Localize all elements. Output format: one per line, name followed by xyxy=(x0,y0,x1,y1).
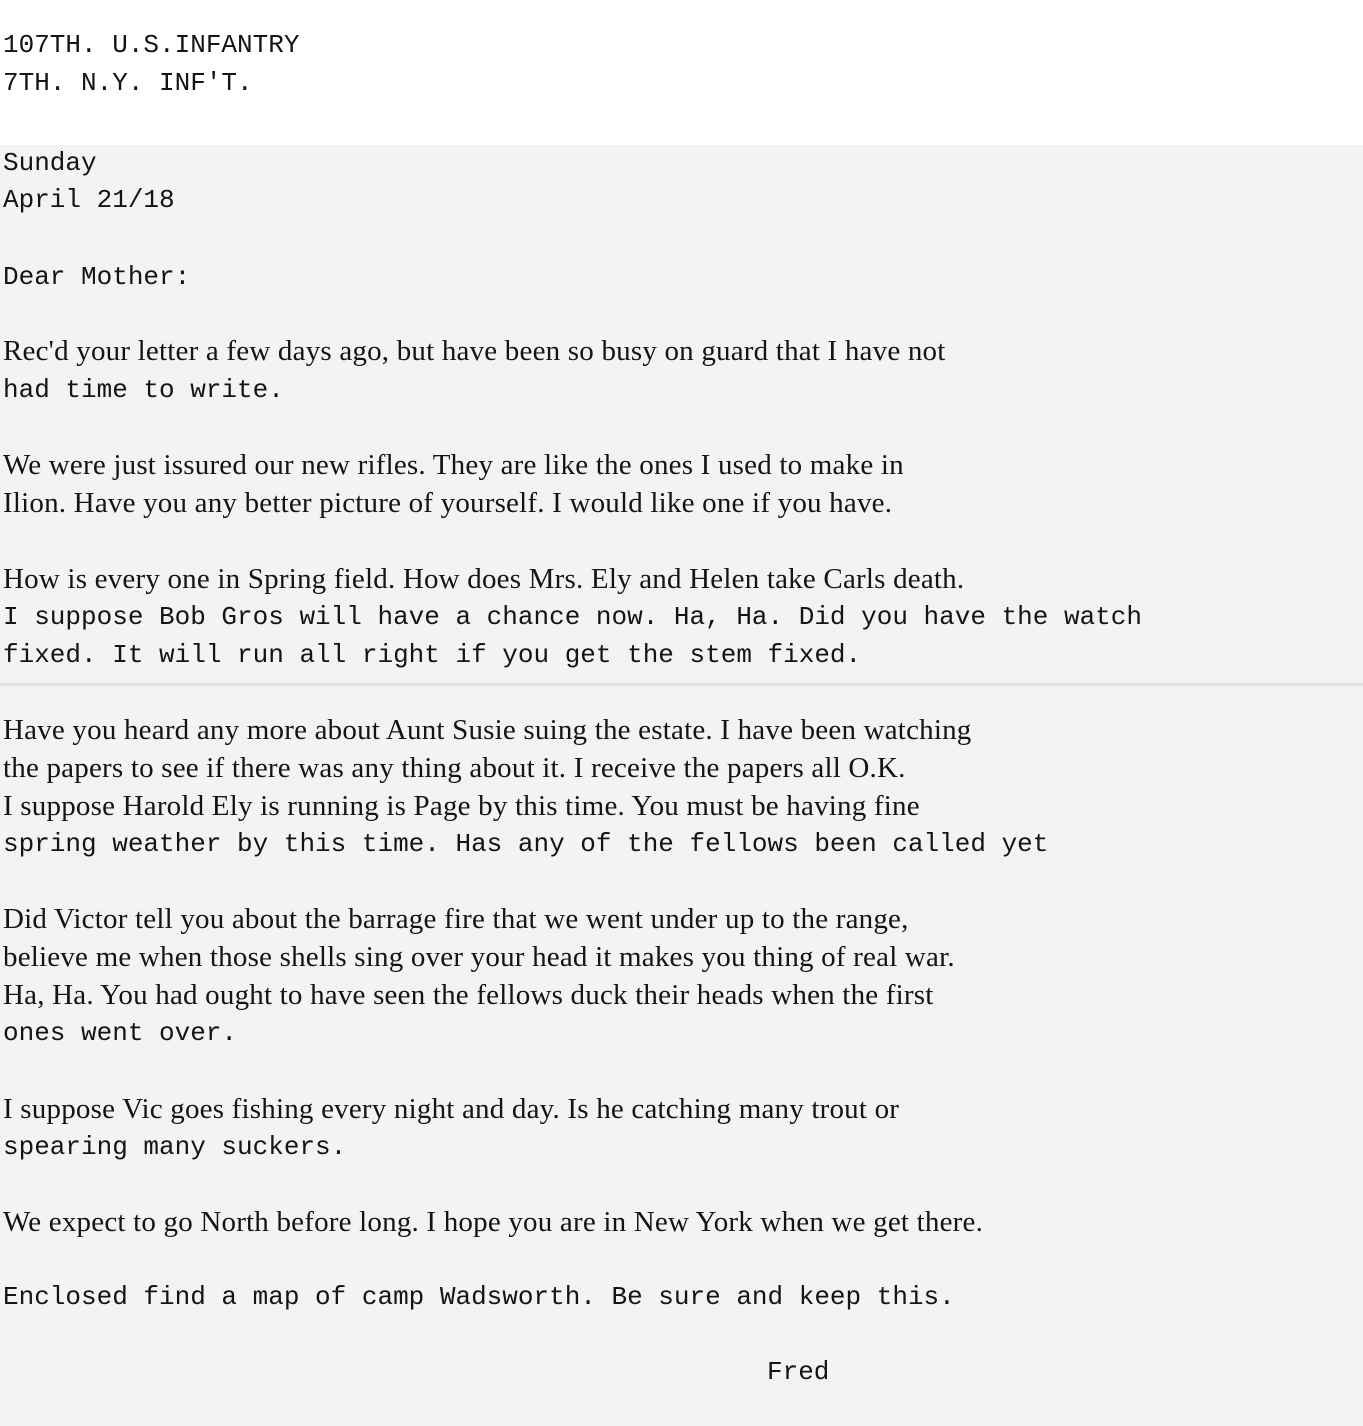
paragraph-1-line-1: Rec'd your letter a few days ago, but have been so busy on guard that I have not xyxy=(3,335,946,367)
header-unit-line-2: 7TH. N.Y. INF'T. xyxy=(3,68,253,98)
salutation: Dear Mother: xyxy=(3,262,191,292)
paragraph-4-line-3: I suppose Harold Ely is running is Page by this time. You must be having fine xyxy=(3,790,920,822)
paragraph-6-line-2: spearing many suckers. xyxy=(3,1132,347,1162)
header-unit-line-1: 107TH. U.S.INFANTRY xyxy=(3,30,300,60)
paragraph-1-line-2: had time to write. xyxy=(3,375,284,405)
paragraph-3-line-1: How is every one in Spring field. How does Mrs. Ely and Helen take Carls death. xyxy=(3,563,965,595)
paragraph-8-line-1: Enclosed find a map of camp Wadsworth. Be sure and keep this. xyxy=(3,1282,955,1312)
paragraph-4-line-2: the papers to see if there was any thing about it. I receive the papers all O.K. xyxy=(3,752,906,784)
signature: Fred xyxy=(767,1357,830,1387)
paragraph-4-line-1: Have you heard any more about Aunt Susie suing the estate. I have been watching xyxy=(3,714,972,746)
paragraph-2-line-2: Ilion. Have you any better picture of yourself. I would like one if you have. xyxy=(3,487,893,519)
paragraph-5-line-3: Ha, Ha. You had ought to have seen the fellows duck their heads when the first xyxy=(3,979,934,1011)
letter-day: Sunday xyxy=(3,148,97,178)
paragraph-7-line-1: We expect to go North before long. I hope you are in New York when we get there. xyxy=(3,1206,984,1238)
paragraph-6-line-1: I suppose Vic goes fishing every night and day. Is he catching many trout or xyxy=(3,1093,900,1125)
paragraph-3-line-2: I suppose Bob Gros will have a chance now. Ha, Ha. Did you have the watch xyxy=(3,602,1142,632)
paragraph-2-line-1: We were just issured our new rifles. They are like the ones I used to make in xyxy=(3,449,904,481)
paragraph-4-line-4: spring weather by this time. Has any of the fellows been called yet xyxy=(3,829,1049,859)
paragraph-5-line-2: believe me when those shells sing over your head it makes you thing of real war. xyxy=(3,941,955,973)
fold-line xyxy=(0,683,1363,686)
paragraph-5-line-4: ones went over. xyxy=(3,1018,238,1048)
letter-date: April 21/18 xyxy=(3,185,175,215)
paragraph-5-line-1: Did Victor tell you about the barrage fire that we went under up to the range, xyxy=(3,903,909,935)
paragraph-3-line-3: fixed. It will run all right if you get the stem fixed. xyxy=(3,640,862,670)
